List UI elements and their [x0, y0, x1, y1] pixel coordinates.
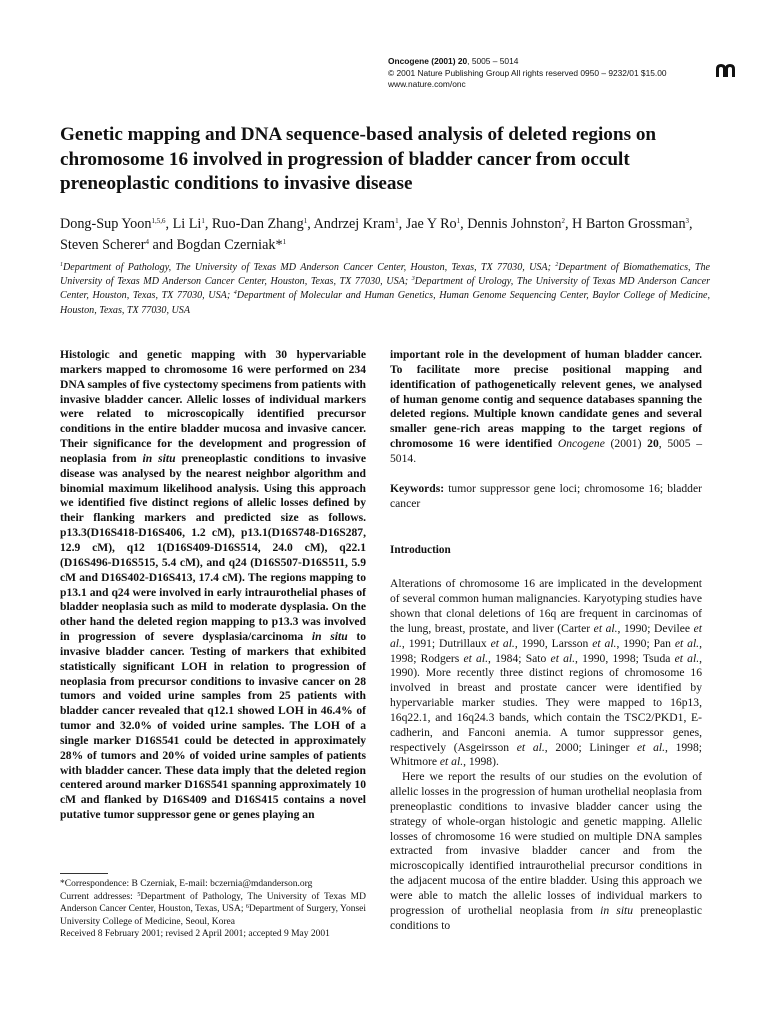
affiliation: Department of Urology, The University of Texas MD Anderson Cancer Center, Houston, Texas, TX 77030, USA;: [60, 276, 710, 302]
journal-volume: 20: [457, 56, 468, 66]
journal-name: Oncogene (2001): [388, 56, 456, 66]
journal-pages: 5005 – 5014: [471, 56, 519, 66]
author-affiliation-mark: 2: [561, 217, 565, 225]
affiliation: Department of Pathology, The University of Texas MD Anderson Cancer Center, Houston, Texas, TX 77030, USA;: [63, 262, 556, 273]
author-list: Dong-Sup Yoon$^{1,5,6}$, Li Li$^1$, Ruo-Dan Zhang$^1$, Andrzej Kram$^1$, Jae Y Ro$^1$, Dennis Johnston$^2$, H Barton Grossman$^3$, Steven Scherer$^4$ and Bogdan Czerniak*$^1$: [60, 216, 693, 253]
author-affiliation-mark: 1: [201, 217, 205, 225]
author-affiliation-mark: 1: [395, 217, 399, 225]
right-column: [390, 348, 702, 934]
journal-header: [388, 56, 667, 91]
footnote-divider: [60, 873, 108, 874]
citation-journal: Oncogene: [557, 437, 605, 451]
introduction-paragraph: Alterations of chromosome 16 are implicated in the development of several common human malignancies. Karyotyping studies have shown that clonal deletions of 16q are frequent in carcinomas of the lung, breast, prostate, and liver (Carter et al., 1990; Devilee et al., 1991; Dutrillaux et al., 1990, Larsson et al., 1990; Pan et al., 1998; Rodgers et al., 1984; Sato et al., 1990, 1998; Tsuda et al., 1990). More recently three distinct regions of chromosome 16 involved in breast and prostate cancer were identified by hypervariable marker studies. They were mapped to 16p13, 16q22.1, and 16q24.3 bands, which contain the TSC2/PKD1, E-cadherin, and Fanconi anemia. A tumor suppressor genes, respectively (Asgeirsson et al., 2000; Lininger et al., 1998; Whitmore et al., 1998).: [390, 577, 702, 769]
journal-citation: Oncogene (2001) 20, 5005 – 5014: [388, 56, 519, 66]
correspondence-note: *Correspondence: B Czerniak, E-mail: bczernia@mdanderson.org: [60, 879, 313, 889]
author-affiliation-mark: 1: [303, 217, 308, 225]
author: Bogdan Czerniak*: [176, 236, 283, 253]
author: Dong-Sup Yoon: [60, 216, 152, 232]
author-affiliation-mark: 1: [282, 237, 287, 246]
journal-url[interactable]: www.nature.com/onc: [388, 79, 466, 89]
author: Ruo-Dan Zhang: [211, 216, 304, 232]
copyright-line: © 2001 Nature Publishing Group All rights reserved 0950 – 9232/01 $15.00: [388, 67, 667, 78]
keywords: [390, 482, 702, 512]
keywords-label: Keywords:: [390, 481, 445, 495]
author: Dennis Johnston: [467, 216, 562, 232]
author-affiliation-mark: 1: [456, 217, 461, 225]
affiliation: Department of Molecular and Human Genetics, Human Genome Sequencing Center, Baylor College of Medicine, Houston, Texas, TX 77030, USA: [60, 290, 710, 316]
current-addresses-note: Current addresses: $^5$Department of Pathology, The University of Texas MD Anderson Cancer Center, Houston, Texas, USA; $^6$Department of Surgery, Yonsei University College of Medicine, Seoul, Korea: [60, 891, 366, 927]
author-affiliation-mark: 1,5,6: [151, 217, 166, 225]
publisher-logo-icon: [714, 62, 736, 78]
section-heading-introduction: Introduction: [390, 544, 451, 557]
author: H Barton Grossman: [572, 216, 686, 232]
author-affiliation-mark: 4: [145, 237, 149, 246]
article-title: Genetic mapping and DNA sequence-based analysis of deleted regions on chromosome 16 involved in progression of bladder cancer from occult preneoplastic conditions to invasive disease: [60, 124, 657, 194]
author: Andrzej Kram: [313, 216, 396, 232]
abstract-right-column: important role in the development of human bladder cancer. To facilitate more precise positional mapping and identification of pathogenetically relevent genes, we analysed of human genome contig and sequence databases spanning the deleted regions. Multiple known candidate genes and several smaller gene-rich areas mapping to the target regions of chromosome 16 were identified Oncogene (2001) 20, 5005 – 5014.: [390, 348, 702, 465]
keywords-text: tumor suppressor gene loci; chromosome 16; bladder cancer: [390, 481, 702, 510]
author: Jae Y Ro: [405, 216, 457, 232]
author-affiliation-mark: 3: [685, 217, 690, 225]
introduction-paragraph: Here we report the results of our studies on the evolution of allelic losses in the progression of human urothelial neoplasia from preneoplastic conditions to invasive bladder cancer using the strategy of whole-organ histologic and genetic mapping. Allelic losses of chromosome 16 were studied on multiple DNA samples extracted from invasive bladder cancer and from the microscopically identified intraurothelial precursor conditions in the adjacent mucosa of the entire bladder. Using this approach we were able to match the allelic losses of individual markers to progression of urothelial neoplasia from in situ preneoplastic conditions to: [390, 770, 702, 932]
footnotes: [60, 878, 366, 941]
abstract-left-column: Histologic and genetic mapping with 30 hypervariable markers mapped to chromosome 16 were performed on 234 DNA samples of five cystectomy specimens from patients with invasive bladder cancer. Allelic losses of individual markers were related to microscopically identified precursor conditions in the entire bladder mucosa and invasive cancer. Their significance for the development and progression of neoplasia from in situ preneoplastic conditions to invasive disease was analysed by the nearest neighbor algorithm and binomial maximum likelihood analysis. Using this approach we identified five distinct regions of allelic losses defined by their flanking markers and predicted size as follows. p13.3(D16S418-D16S406, 1.2 cM), p13.1(D16S748-D16S287, 12.9 cM), q12 1(D16S409-D16S514, 24.0 cM), q22.1 (D16S496-D16S515, 5.4 cM), and q24 (D16S507-D16S511, 5.9 cM and D16S402-D16S413, 17.4 cM). The regions mapping to p13.1 and q24 were involved in early intraurothelial phases of bladder neoplasia such as mild to moderate dysplasia. On the other hand the deleted region mapping to p13.3 was involved in progression of severe dysplasia/carcinoma in situ to invasive bladder cancer. Testing of markers that exhibited statistically significant LOH in relation to progression of neoplasia from precursor conditions to invasive cancer on 28 tumors and voided urine samples from 25 patients with bladder cancer revealed that q12.1 showed LOH in 46.4% of tumor and 32.0% of voided urine samples. The LOH of a single marker D16S541 could be detected in approximately 28% of tumors and 20% of voided urine samples of patients with bladder cancer. These data imply that the deleted region centered around marker D16S541 spanning approximately 10 cM and flanked by D16S409 and D16S415 contains a novel putative tumor suppressor gene or genes playing an: [60, 348, 366, 822]
author: Li Li: [172, 216, 202, 232]
affiliation: Department of Biomathematics, The University of Texas MD Anderson Cancer Center, Houston, Texas, TX 77030, USA;: [60, 262, 710, 288]
received-dates: Received 8 February 2001; revised 2 April 2001; accepted 9 May 2001: [60, 929, 330, 940]
author: Steven Scherer: [60, 236, 146, 253]
affiliations: $^1$Department of Pathology, The University of Texas MD Anderson Cancer Center, Houston, Texas, TX 77030, USA; $^2$Department of Biomathematics, The University of Texas MD Anderson Cancer Center, Houston, Texas, TX 77030, USA; $^3$Department of Urology, The University of Texas MD Anderson Cancer Center, Houston, Texas, TX 77030, USA; $^4$Department of Molecular and Human Genetics, Human Genome Sequencing Center, Baylor College of Medicine, Houston, Texas, TX 77030, USA: [60, 262, 710, 316]
